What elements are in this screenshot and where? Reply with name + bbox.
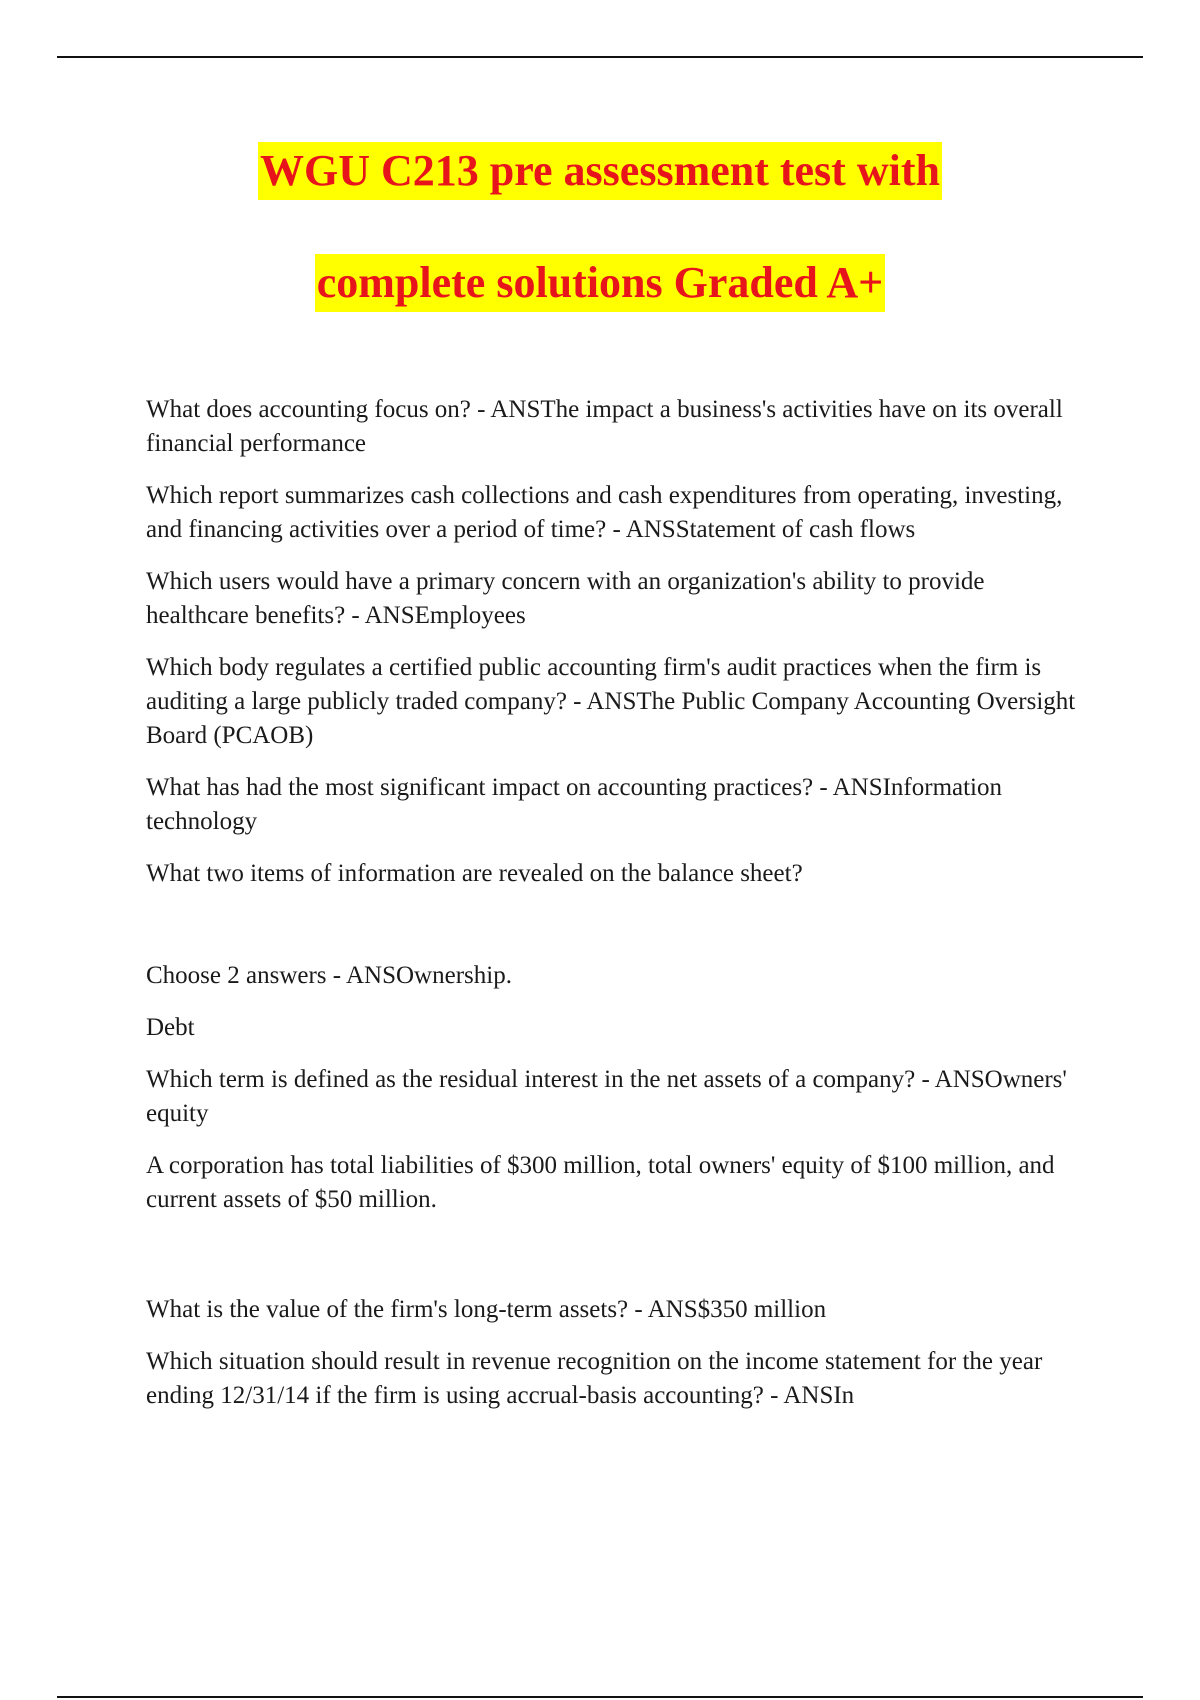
- qa-paragraph: A corporation has total liabilities of $300 million, total owners' equity of $100 million, and current assets of $50 million.: [146, 1152, 1055, 1213]
- qa-paragraph: What does accounting focus on? - ANSThe impact a business's activities have on its overall financial performance: [146, 396, 1063, 457]
- qa-paragraph: Which term is defined as the residual interest in the net assets of a company? - ANSOwners' equity: [146, 1066, 1067, 1127]
- title-line-2: complete solutions Graded A+: [315, 254, 886, 312]
- qa-paragraph: Debt: [146, 1014, 195, 1041]
- document-title: [0, 142, 1200, 312]
- qa-paragraph: Choose 2 answers - ANSOwnership.: [146, 962, 512, 989]
- qa-paragraph: What is the value of the firm's long-term assets? - ANS$350 million: [146, 1296, 827, 1323]
- top-rule: [57, 56, 1143, 58]
- qa-paragraph: Which users would have a primary concern with an organization's ability to provide healthcare benefits? - ANSEmployees: [146, 568, 985, 629]
- qa-paragraph: What two items of information are revealed on the balance sheet?: [146, 860, 803, 887]
- qa-paragraph: Which body regulates a certified public accounting firm's audit practices when the firm is auditing a large publicly traded company? - ANSThe Public Company Accounting Oversight Board (PCAOB): [146, 654, 1076, 749]
- qa-paragraph: Which report summarizes cash collections and cash expenditures from operating, investing, and financing activities over a period of time? - ANSStatement of cash flows: [146, 482, 1063, 543]
- qa-paragraph: Which situation should result in revenue recognition on the income statement for the year ending 12/31/14 if the firm is using accrual-basis accounting? - ANSIn: [146, 1348, 1043, 1409]
- bottom-rule: [57, 1696, 1143, 1698]
- document-body: [146, 393, 1081, 1431]
- title-line-1: WGU C213 pre assessment test with: [258, 142, 942, 200]
- qa-paragraph: What has had the most significant impact on accounting practices? - ANSInformation technology: [146, 774, 1003, 835]
